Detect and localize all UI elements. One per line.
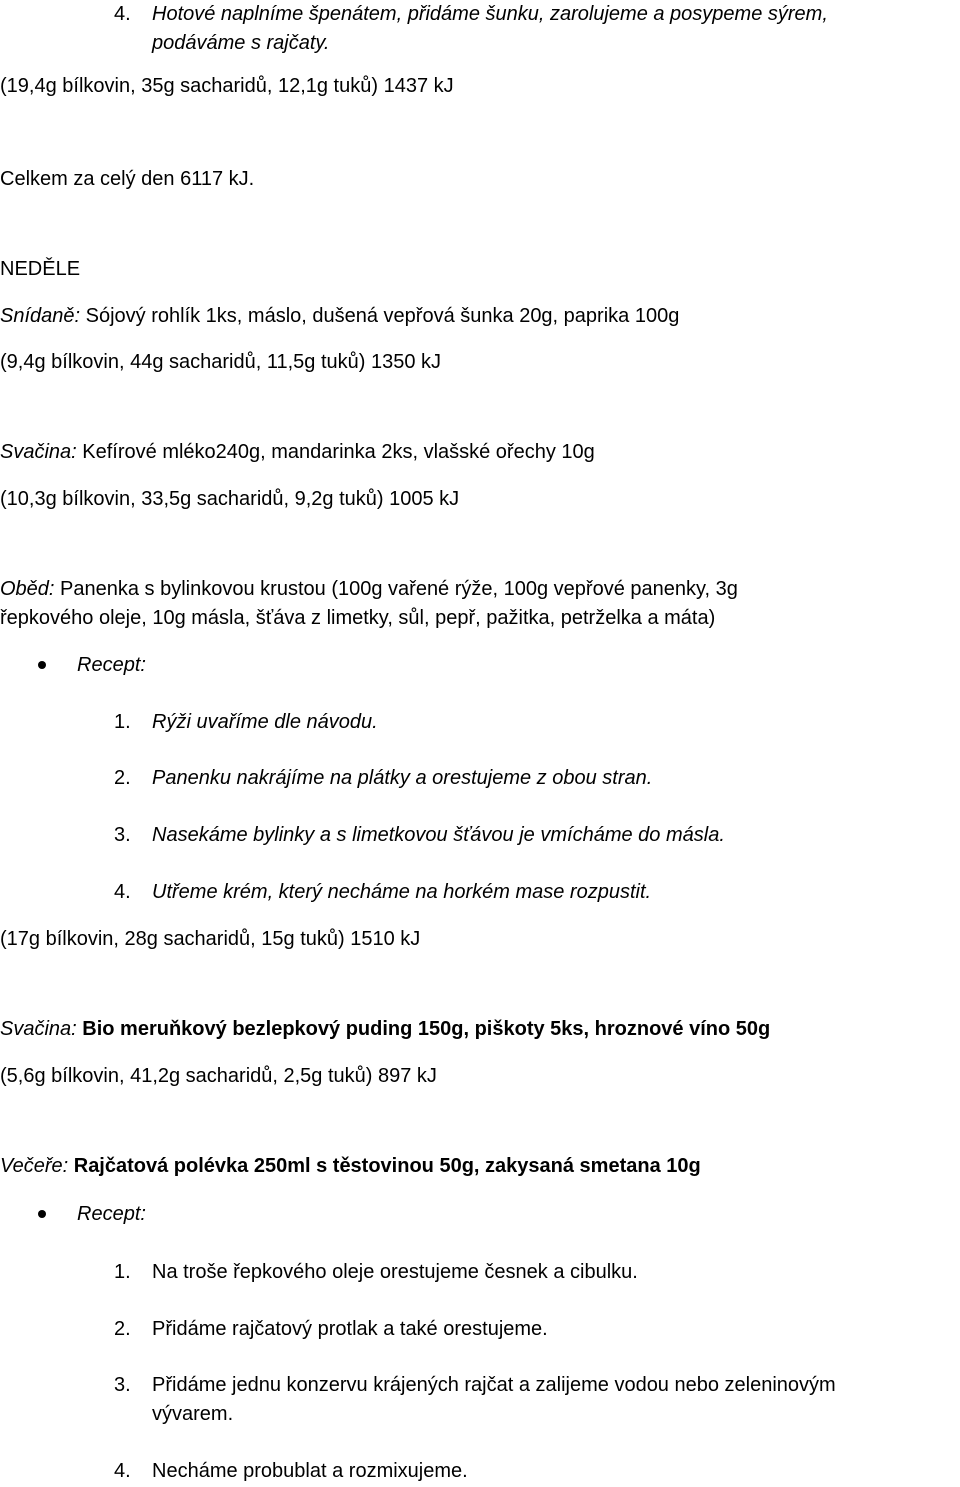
lunch-line bbox=[0, 575, 738, 603]
step-text: Přidáme jednu konzervu krájených rajčat a zalijeme vodou nebo zeleninovým bbox=[152, 1374, 836, 1396]
meal-label-breakfast: Snídaně: bbox=[0, 305, 81, 327]
lunch-step bbox=[0, 878, 960, 906]
recipe-label: Recept: bbox=[77, 1203, 146, 1225]
step-text: Přidáme rajčatový protlak a také orestujeme. bbox=[152, 1318, 548, 1340]
step-text-continued: vývarem. bbox=[152, 1403, 234, 1425]
step-text: Hotové naplníme špenátem, přidáme šunku, zarolujeme a posypeme sýrem, bbox=[152, 3, 828, 25]
lunch-step bbox=[0, 708, 960, 736]
dinner-step bbox=[0, 1258, 960, 1286]
step-number: 1. bbox=[114, 711, 131, 733]
lunch-title: Panenka s bylinkovou krustou bbox=[54, 578, 326, 600]
meal-label-lunch: Oběd: bbox=[0, 578, 55, 600]
step-number: 1. bbox=[114, 1261, 131, 1283]
snack2-text: Bio meruňkový bezlepkový puding 150g, piškoty 5ks, hroznové víno 50g bbox=[76, 1018, 771, 1040]
recipe-label: Recept: bbox=[77, 654, 146, 676]
snack1-text: Kefírové mléko240g, mandarinka 2ks, vlašské ořechy 10g bbox=[76, 441, 595, 463]
breakfast-text: Sójový rohlík 1ks, máslo, dušená vepřová šunka 20g, paprika 100g bbox=[80, 305, 680, 327]
day-heading-sunday: NEDĚLE bbox=[0, 258, 81, 280]
step-text-continued: podáváme s rajčaty. bbox=[152, 32, 330, 54]
snack1-nutrition: (10,3g bílkovin, 33,5g sacharidů, 9,2g tuků) 1005 kJ bbox=[0, 488, 460, 510]
meal-label-dinner: Večeře: bbox=[0, 1155, 69, 1177]
saturday-day-total: Celkem za celý den 6117 kJ. bbox=[0, 168, 255, 190]
lunch-step bbox=[0, 821, 960, 849]
snack2-nutrition: (5,6g bílkovin, 41,2g sacharidů, 2,5g tuků) 897 kJ bbox=[0, 1065, 437, 1087]
step-text: Utřeme krém, který necháme na horkém mase rozpustit. bbox=[152, 881, 652, 903]
dinner-recipe-bullet bbox=[0, 1200, 960, 1228]
dinner-step-continued bbox=[0, 1400, 960, 1428]
snack2-line bbox=[0, 1015, 770, 1043]
meal-label-snack1: Svačina: bbox=[0, 441, 77, 463]
step-number: 4. bbox=[114, 881, 131, 903]
step-number: 3. bbox=[114, 824, 131, 846]
step-number: 4. bbox=[114, 1460, 131, 1482]
saturday-step-4-continued bbox=[0, 29, 960, 57]
snack1-line bbox=[0, 438, 595, 466]
step-text: Rýži uvaříme dle návodu. bbox=[152, 711, 378, 733]
breakfast-nutrition: (9,4g bílkovin, 44g sacharidů, 11,5g tuků) 1350 kJ bbox=[0, 351, 442, 373]
lunch-step bbox=[0, 764, 960, 792]
step-number: 3. bbox=[114, 1374, 131, 1396]
lunch-nutrition: (17g bílkovin, 28g sacharidů, 15g tuků) 1510 kJ bbox=[0, 928, 421, 950]
lunch-ingredients: (100g vařené rýže, 100g vepřové panenky, 3g bbox=[325, 578, 738, 600]
bullet-icon bbox=[38, 1210, 46, 1218]
meal-label-snack2: Svačina: bbox=[0, 1018, 77, 1040]
breakfast-line bbox=[0, 302, 679, 330]
dinner-step bbox=[0, 1457, 960, 1485]
step-text: Necháme probublat a rozmixujeme. bbox=[152, 1460, 468, 1482]
lunch-ingredients-continued: řepkového oleje, 10g másla, šťáva z limetky, sůl, pepř, pažitka, petrželka a máta) bbox=[0, 607, 716, 629]
saturday-lunch-nutrition: (19,4g bílkovin, 35g sacharidů, 12,1g tuků) 1437 kJ bbox=[0, 75, 454, 97]
saturday-step-4 bbox=[0, 0, 960, 28]
dinner-text: Rajčatová polévka 250ml s těstovinou 50g, zakysaná smetana 10g bbox=[68, 1155, 701, 1177]
step-text: Nasekáme bylinky a s limetkovou šťávou je vmícháme do másla. bbox=[152, 824, 725, 846]
step-number: 2. bbox=[114, 1318, 131, 1340]
step-number: 2. bbox=[114, 767, 131, 789]
bullet-icon bbox=[38, 661, 46, 669]
dinner-step bbox=[0, 1315, 960, 1343]
dinner-step bbox=[0, 1371, 960, 1399]
lunch-recipe-bullet bbox=[0, 651, 960, 679]
dinner-line bbox=[0, 1152, 701, 1180]
step-text: Panenku nakrájíme na plátky a orestujeme z obou stran. bbox=[152, 767, 653, 789]
step-text: Na troše řepkového oleje orestujeme česnek a cibulku. bbox=[152, 1261, 638, 1283]
step-number: 4. bbox=[114, 3, 131, 25]
